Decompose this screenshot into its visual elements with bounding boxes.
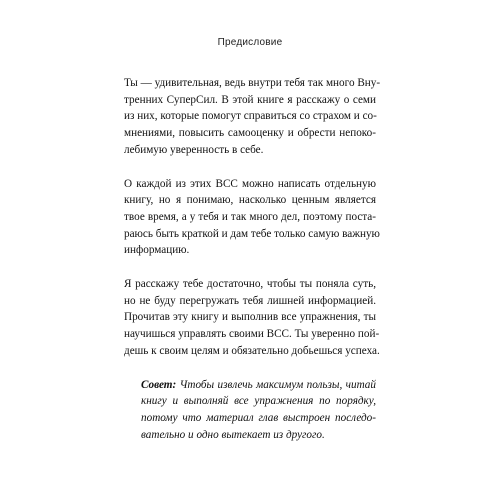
paragraph-line: Я расскажу тебе достаточно, чтобы ты поняла суть, — [124, 278, 376, 291]
paragraph-1 — [124, 75, 381, 159]
tip-box — [141, 377, 376, 444]
running-header: Предисловие — [217, 37, 283, 48]
paragraph-line: научишься управлять своими ВСС. Ты уверенно пой- — [124, 328, 380, 341]
paragraph-line: Ты — удивительная, ведь внутри тебя так много Вну- — [124, 77, 381, 89]
paragraph-line: из них, которые помогут справиться со страхом и со- — [124, 110, 377, 123]
paragraph-line: лебимую уверенность в себе. — [124, 143, 264, 156]
paragraph-line: информацию. — [124, 244, 190, 257]
tip-line — [141, 377, 376, 394]
paragraph-line: но не буду перегружать тебя лишней информацией. — [124, 294, 376, 307]
body-text — [124, 75, 381, 443]
paragraph-line: раюсь быть краткой и дам тебе только самую важную — [124, 227, 380, 240]
paragraph-line: Прочитав эту книгу и выполнив все упражнения, ты — [124, 311, 376, 324]
tip-label: Совет: — [141, 378, 177, 391]
tip-line: книгу и выполняй все упражнения по порядку, — [141, 395, 376, 408]
paragraph-line: твое время, а у тебя и так много дел, поэтому поста- — [124, 210, 376, 223]
paragraph-line: дешь к своим целям и обязательно добьешься успеха. — [124, 344, 380, 357]
paragraph-2 — [124, 176, 380, 260]
tip-line: потому что материал глав выстроен последо- — [141, 411, 376, 424]
paragraph-line: мнениями, повысить самооценку и обрести непоко- — [124, 127, 376, 140]
paragraph-3 — [124, 276, 380, 360]
paragraph-line: О каждой из этих ВСС можно написать отдельную — [124, 177, 376, 190]
tip-line: вательно и одно вытекает из другого. — [141, 428, 325, 441]
paragraph-line: книгу, но я понимаю, насколько ценным является — [124, 194, 376, 207]
paragraph-line: тренних СуперСил. В этой книге я расскажу о семи — [124, 93, 376, 106]
tip-text: Чтобы извлечь максимум пользы, читай — [176, 378, 376, 391]
